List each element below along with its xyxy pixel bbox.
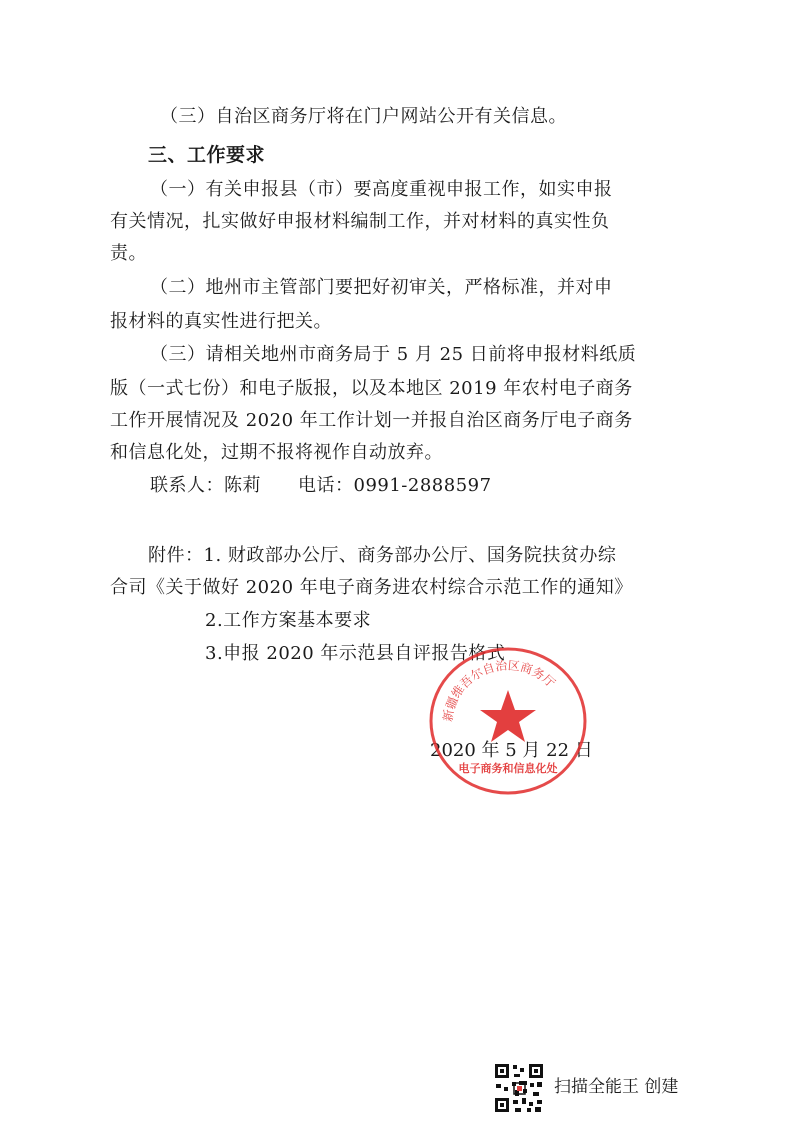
paragraph-line: 有关情况，扎实做好申报材料编制工作，并对材料的真实性负 — [110, 211, 610, 232]
contact-person: 联系人：陈莉 — [150, 475, 261, 496]
attachment-line: 附件：1. 财政部办公厅、商务部办公厅、国务院扶贫办综 — [148, 545, 617, 566]
qr-code-icon — [493, 1062, 545, 1114]
paragraph-line: 和信息化处，过期不报将视作自动放弃。 — [110, 442, 443, 463]
issue-date: 2020 年 5 月 22 日 — [430, 740, 593, 761]
attachment-line: 3.申报 2020 年示范县自评报告格式 — [205, 643, 506, 664]
attachment-line: 合司《关于做好 2020 年电子商务进农村综合示范工作的通知》 — [110, 577, 633, 598]
paragraph-line: （三）自治区商务厅将在门户网站公开有关信息。 — [160, 106, 567, 127]
seal-bottom-text: 电子商务和信息化处 — [458, 762, 558, 775]
official-seal-icon — [428, 646, 588, 796]
paragraph-line: （三）请相关地州市商务局于 5 月 25 日前将申报材料纸质 — [150, 344, 637, 365]
paragraph-line: （二）地州市主管部门要把好初审关，严格标准，并对申 — [150, 277, 613, 298]
paragraph-line: 报材料的真实性进行把关。 — [110, 311, 332, 332]
paragraph-line: （一）有关申报县（市）要高度重视申报工作，如实申报 — [150, 179, 613, 200]
seal-ring-text: 新疆维吾尔自治区商务厅 — [440, 658, 558, 723]
paragraph-line: 工作开展情况及 2020 年工作计划一并报自治区商务厅电子商务 — [110, 410, 633, 431]
scanner-watermark: 扫描全能王 创建 — [554, 1077, 679, 1097]
paragraph-line: 责。 — [110, 243, 147, 264]
section-heading: 三、工作要求 — [148, 144, 266, 166]
attachment-line: 2.工作方案基本要求 — [205, 610, 372, 631]
contact-phone: 电话：0991-2888597 — [298, 475, 492, 496]
paragraph-line: 版（一式七份）和电子版报，以及本地区 2019 年农村电子商务 — [110, 378, 633, 399]
